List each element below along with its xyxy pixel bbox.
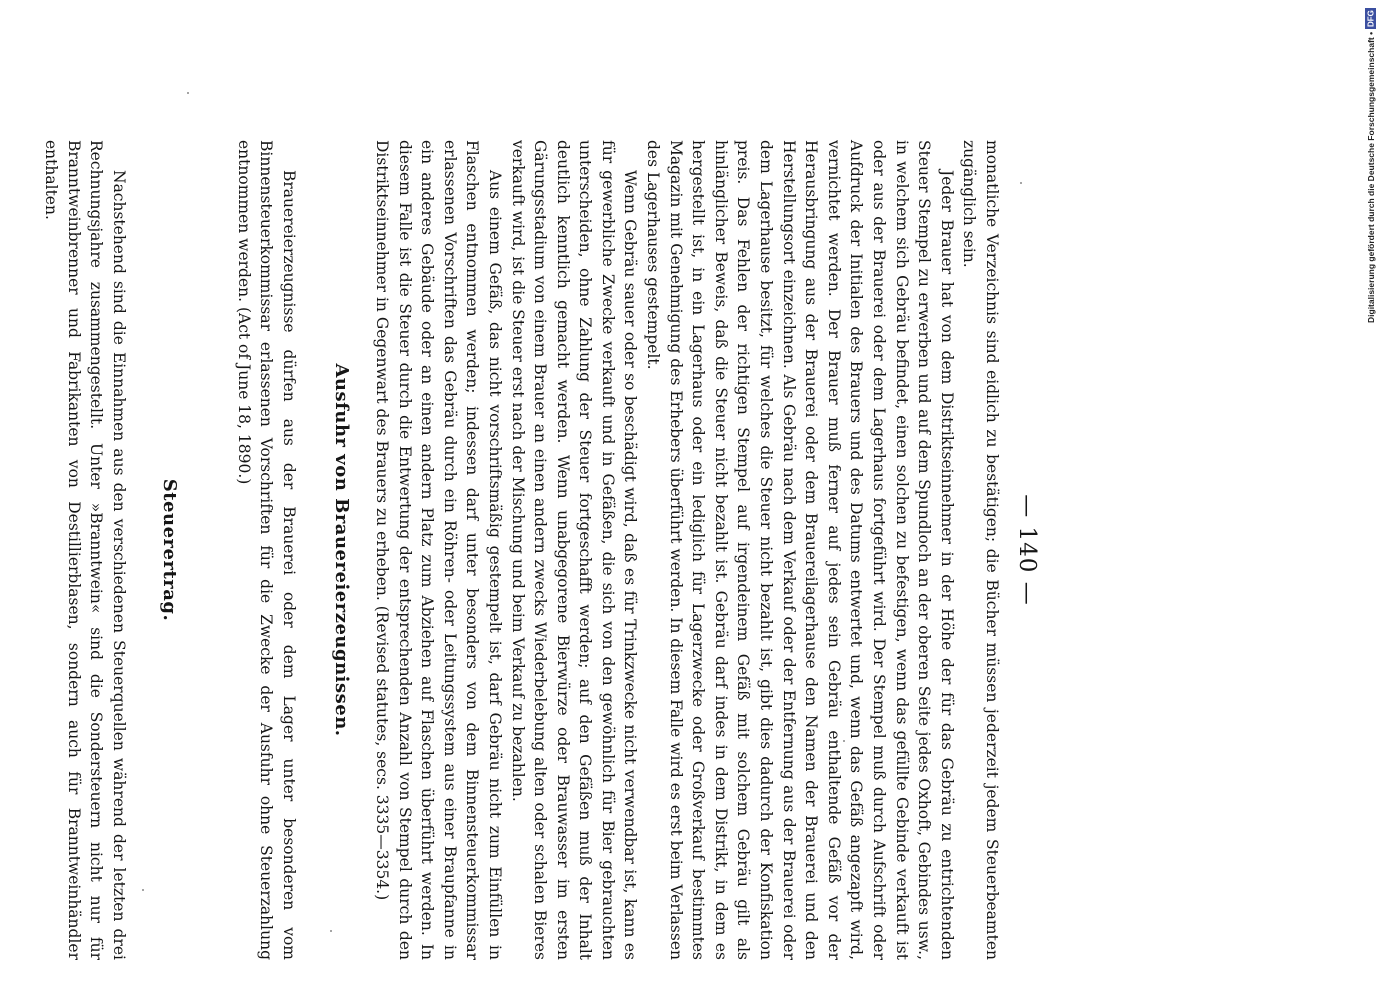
body-text-section-2 — [232, 140, 300, 960]
paragraph: Nachstehend sind die Einnahmen aus den verschiedenen Steuerquellen während der letzten drei Rechnungsjahre zusammengestellt. Unter »Branntwein« sind die Sondersteuern nicht nur für Branntweinbrenner und Fabrikanten von Destillierblasen, sondern auch für Branntweinhändler enthalten. — [42, 140, 128, 960]
paragraph: Wenn Gebräu sauer oder so beschädigt wird, daß es für Trinkzwecke nicht verwendbar ist, kann es für gewerbliche Zwecke verkauft und in Gefäßen, die sich von den gewöhnlich für Bier gebrauchten unterscheiden, ohne Zahlung der Steuer fortgeschafft werden; auf den Gefäßen muß der Inhalt deutlich kenntlich gemacht werden. Wenn unabgegorene Bierwürze oder Brauwasser im ersten Gärungsstadium von einem Brauer an einen andern zwecks Wiederbelebung alten oder schalen Bieres verkauft wird, ist die Steuer erst nach der Mischung und beim Verkauf zu bezahlen. — [508, 140, 640, 960]
scan-speck — [187, 92, 189, 94]
funding-note — [1364, 8, 1378, 396]
section-heading-export: Ausfuhr von Brauereierzeugnissen. — [331, 363, 352, 737]
scan-speck — [843, 740, 845, 742]
paragraph: Brauereierzeugnisse dürfen aus der Brauerei oder dem Lager unter besonderen vom Binnensteuerkommissar erlassenen Vorschriften für die Zwecke der Ausfuhr ohne Steuerzahlung entnommen werden. (Act of June 18, 1890.) — [234, 140, 298, 960]
scan-speck — [1020, 182, 1022, 184]
page-number: — 140 — — [1014, 494, 1040, 606]
body-text-section-1 — [370, 140, 1003, 960]
section-heading-tax-revenue: Steuerertrag. — [159, 478, 180, 622]
paragraph: Aus einem Gefäß, das nicht vorschriftsmäßig gestempelt ist, darf Gebräu nicht zum Einfüllen in Flaschen entnommen werden; indessen darf unter besonders von dem Binnensteuerkommissar erlassenen Vorschriften das Gebräu durch ein Röhren- oder Leitungssystem aus einer Braupfanne in ein anderes Gebäude oder an einen andern Platz zum Abziehen auf Flaschen überführt werden. In diesem Falle ist die Steuer durch die Entwertung der entsprechenden Anzahl von Stempel durch den Distriktseinnehmer in Gegenwart des Brauers zu erheben. (Revised statutes, secs. 3335—3354.) — [372, 140, 504, 960]
paragraph: Jeder Brauer hat von dem Distriktseinnehmer in der Höhe der für das Gebräu zu entrichtenden Steuer Stempel zu erwerben und auf dem Spundloch an der oberen Seite jedes Oxhoft, Gebindes usw., in welchem sich Gebräu befindet, einen solchen zu befestigen, wenn das gefüllte Gebinde verkauft ist oder aus der Brauerei oder dem Lagerhaus fortgeführt wird. Der Stempel muß durch Aufschrift oder Aufdruck der Initialen des Brauers und des Datums entwertet und, wenn das Gefäß angezapft wird, vernichtet werden. Der Brauer muß ferner auf jedes sein Gebräu enthaltende Gefäß vor der Herausbringung aus der Brauerei oder dem Brauereilagerhause den Namen der Brauerei und den Herstellungsort einzeichnen. Als Gebräu nach dem Verkauf oder der Entfernung aus der Brauerei oder dem Lagerhause besitzt, für welches die Steuer nicht bezahlt ist, gibt dies dadurch der Konfiskation preis. Das Fehlen der richtigen Stempel auf irgendeinem Gefäß mit solchem Gebräu gilt als hinlänglicher Beweis, daß die Steuer nicht bezahlt ist. Gebräu darf indes in dem Distrikt, in dem es hergestellt ist, in ein Lagerhaus oder ein lediglich für Lagerzwecke oder Großverkauf bestimmtes Magazin mit Genehmigung des Erhebers überführt werden. In diesem Falle wird es erst beim Verlassen des Lagerhauses gestempelt. — [644, 140, 956, 960]
funding-note-text: Digitalisierung gefördert durch die Deutsche Forschungsgemeinschaft • — [1366, 31, 1376, 323]
scan-speck — [142, 889, 144, 891]
rotated-book-page — [0, 140, 1060, 960]
body-text-section-3 — [40, 140, 130, 960]
paragraph: monatliche Verzeichnis sind eidlich zu bestätigen; die Bücher müssen jederzeit jedem Steuerbeamten zugänglich sein. — [960, 140, 1001, 960]
scan-speck — [330, 930, 332, 932]
dfg-logo: DFG — [1366, 10, 1376, 27]
